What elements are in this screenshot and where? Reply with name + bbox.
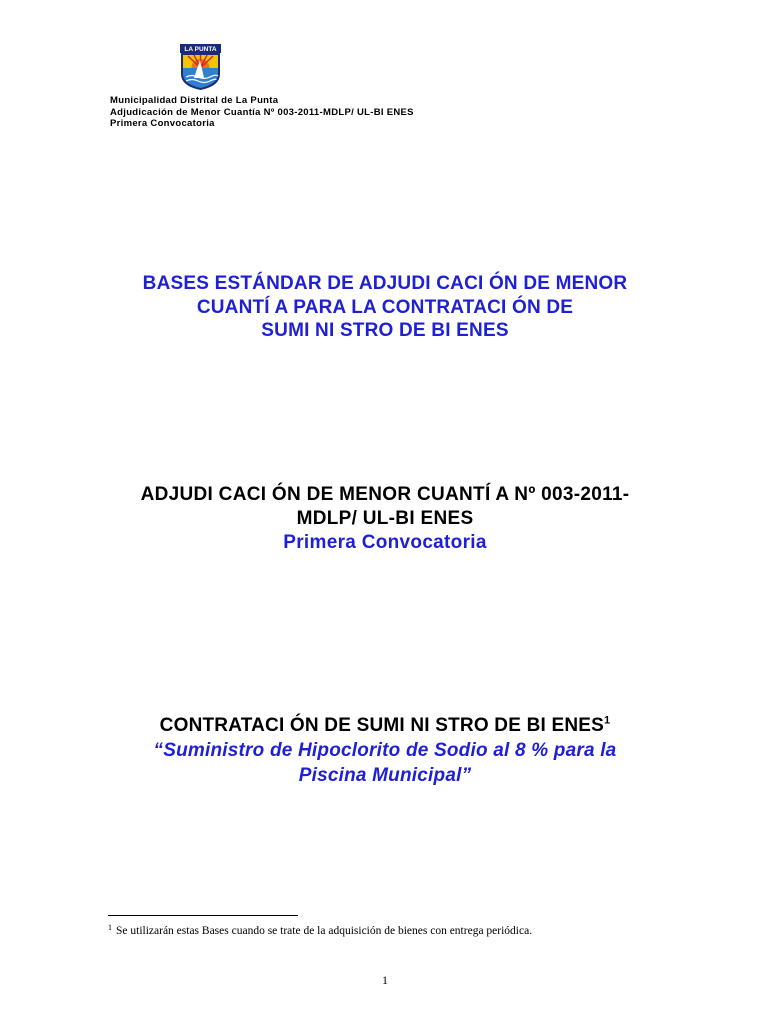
header-call: Primera Convocatoria	[110, 118, 215, 129]
footnote-divider	[108, 915, 298, 916]
adjudicacion-section	[0, 483, 770, 555]
page-number: 1	[382, 973, 388, 987]
la-punta-emblem-icon	[180, 44, 221, 90]
title-line-2: CUANTÍ A PARA LA CONTRATACI ÓN DE	[196, 296, 574, 318]
document-title	[0, 272, 770, 343]
title-line-1: BASES ESTÁNDAR DE ADJUDI CACI ÓN DE MENOR	[142, 273, 628, 294]
adjudicacion-line-1: ADJUDI CACI ÓN DE MENOR CUANTÍ A Nº 003-2011-	[140, 484, 630, 505]
svg-text:LA PUNTA: LA PUNTA	[184, 46, 217, 53]
convocatoria-label: Primera Convocatoria	[283, 532, 487, 553]
subject-line-1: “Suministro de Hipoclorito de Sodio al 8 % para la	[153, 740, 617, 761]
adjudicacion-line-2: MDLP/ UL-BI ENES	[296, 508, 474, 529]
municipality-logo	[180, 44, 221, 90]
contratacion-heading: CONTRATACI ÓN DE SUMI NI STRO DE BI ENES	[159, 715, 604, 736]
footnote-reference: 1	[604, 714, 611, 727]
contratacion-section	[0, 713, 770, 788]
header-procedure: Adjudicación de Menor Cuantía Nº 003-2011-MDLP/ UL-BI ENES	[110, 106, 414, 118]
footnote-text: Se utilizarán estas Bases cuando se trate de la adquisición de bienes con entrega periódica.	[116, 925, 533, 937]
footnote-number: 1	[108, 923, 112, 932]
header-municipality: Municipalidad Distrital de La Punta	[110, 95, 279, 106]
footnote	[108, 923, 532, 937]
contratacion-heading-row	[0, 713, 770, 738]
title-line-3: SUMI NI STRO DE BI ENES	[261, 320, 509, 341]
document-header	[110, 95, 414, 130]
subject-line-2: Piscina Municipal”	[298, 765, 472, 786]
